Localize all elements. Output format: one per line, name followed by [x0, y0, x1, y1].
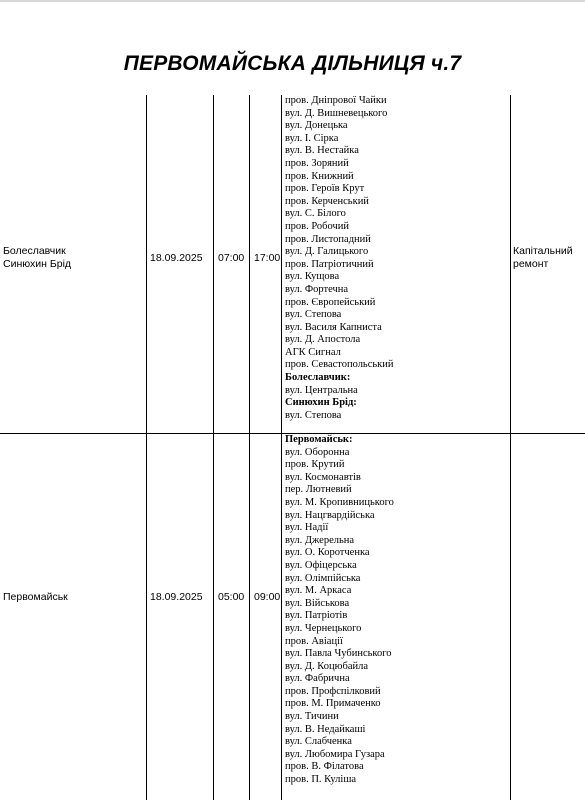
- street-item: вул. Космонавтів: [285, 471, 361, 483]
- street-item: вул. Офіцерська: [285, 559, 357, 571]
- street-item: пров. Севастопольський: [285, 359, 394, 371]
- street-item: пров. Крутий: [285, 459, 345, 471]
- top-divider: [0, 0, 585, 2]
- row-divider: [0, 433, 585, 434]
- street-item: вул. В. Недайкаші: [285, 723, 366, 735]
- street-item: вул. М. Кропивницького: [285, 496, 394, 508]
- end-time-cell: 17:00: [254, 252, 281, 264]
- streets-cell: [285, 95, 394, 422]
- street-item: вул. М. Аркаса: [285, 585, 352, 597]
- street-item: вул. Олімпійська: [285, 572, 361, 584]
- street-item: вул. Д. Галицького: [285, 246, 369, 258]
- start-time-cell: 07:00: [218, 252, 245, 264]
- street-item: вул. Д. Апостола: [285, 334, 361, 346]
- street-item: пров. Патріотичний: [285, 258, 374, 270]
- street-item: вул. Д. Коцюбайла: [285, 660, 369, 672]
- location-line: Синюхин Брід: [3, 258, 72, 270]
- street-item: пров. Робочий: [285, 220, 349, 232]
- street-item: Болеславчик:: [285, 372, 351, 384]
- street-item: пров. Дніпрової Чайки: [285, 95, 387, 106]
- street-item: вул. В. Нестайка: [285, 145, 359, 157]
- table-row: [0, 434, 585, 800]
- column-divider: [510, 95, 511, 800]
- reason-cell: [513, 245, 573, 271]
- street-item: вул. Надії: [285, 522, 329, 534]
- street-item: вул. Василя Капниста: [285, 321, 382, 333]
- street-item: пров. Керченський: [285, 195, 369, 207]
- street-item: Синюхин Брід:: [285, 397, 357, 409]
- street-item: вул. Слабченка: [285, 736, 352, 748]
- street-item: пров. Книжний: [285, 170, 354, 182]
- location-line: Болеславчик: [3, 245, 66, 257]
- column-divider: [213, 95, 214, 800]
- street-item: вул. Степова: [285, 409, 342, 421]
- street-item: пров. Героїв Крут: [285, 183, 365, 195]
- page-title: ПЕРВОМАЙСЬКА ДІЛЬНИЦЯ ч.7: [123, 52, 462, 75]
- street-item: вул. Джерельна: [285, 534, 355, 546]
- street-item: пров. Профспілковий: [285, 685, 381, 697]
- street-item: вул. Кущова: [285, 271, 340, 283]
- column-divider: [281, 95, 282, 800]
- street-item: вул. Д. Вишневецького: [285, 107, 388, 119]
- date-cell: 18.09.2025: [150, 252, 203, 264]
- street-item: пров. Листопадний: [285, 233, 371, 245]
- street-item: пров. Зоряний: [285, 157, 349, 169]
- street-item: вул. Фортечна: [285, 283, 349, 295]
- street-item: пер. Лютневий: [285, 484, 352, 496]
- street-item: вул. О. Коротченка: [285, 547, 370, 559]
- street-item: вул. С. Білого: [285, 208, 346, 220]
- street-item: вул. Тичини: [285, 711, 339, 723]
- street-item: вул. Фабрична: [285, 673, 350, 685]
- table-row: [0, 95, 585, 433]
- street-item: вул. Донецька: [285, 120, 348, 132]
- street-item: вул. Оборонна: [285, 446, 350, 458]
- street-item: пров. В. Філатова: [285, 761, 364, 773]
- location-cell: [3, 591, 68, 604]
- date-cell: 18.09.2025: [150, 591, 203, 603]
- street-item: вул. Степова: [285, 309, 342, 321]
- street-item: вул. Павла Чубинського: [285, 648, 392, 660]
- reason-line: Капітальний: [513, 245, 573, 257]
- street-item: пров. П. Куліша: [285, 774, 357, 786]
- street-item: вул. Нацгвардійська: [285, 509, 375, 521]
- street-item: вул. Військова: [285, 597, 350, 609]
- streets-cell: [285, 434, 394, 787]
- start-time-cell: 05:00: [218, 591, 245, 603]
- column-divider: [146, 95, 147, 800]
- column-divider: [249, 95, 250, 800]
- location-cell: [3, 245, 71, 271]
- street-item: вул. Центральна: [285, 384, 358, 396]
- location-line: Первомайськ: [3, 591, 68, 603]
- reason-line: ремонт: [513, 258, 549, 270]
- end-time-cell: 09:00: [254, 591, 281, 603]
- street-item: пров. М. Примаченко: [285, 698, 381, 710]
- street-item: вул. Любомира Гузара: [285, 748, 385, 760]
- street-item: Первомайськ:: [285, 434, 353, 445]
- street-item: пров. Європейський: [285, 296, 376, 308]
- street-item: пров. Авіації: [285, 635, 343, 647]
- street-item: АГК Сигнал: [285, 346, 341, 358]
- street-item: вул. Патріотів: [285, 610, 348, 622]
- street-item: вул. Чернецького: [285, 622, 362, 634]
- street-item: вул. І. Сірка: [285, 132, 339, 144]
